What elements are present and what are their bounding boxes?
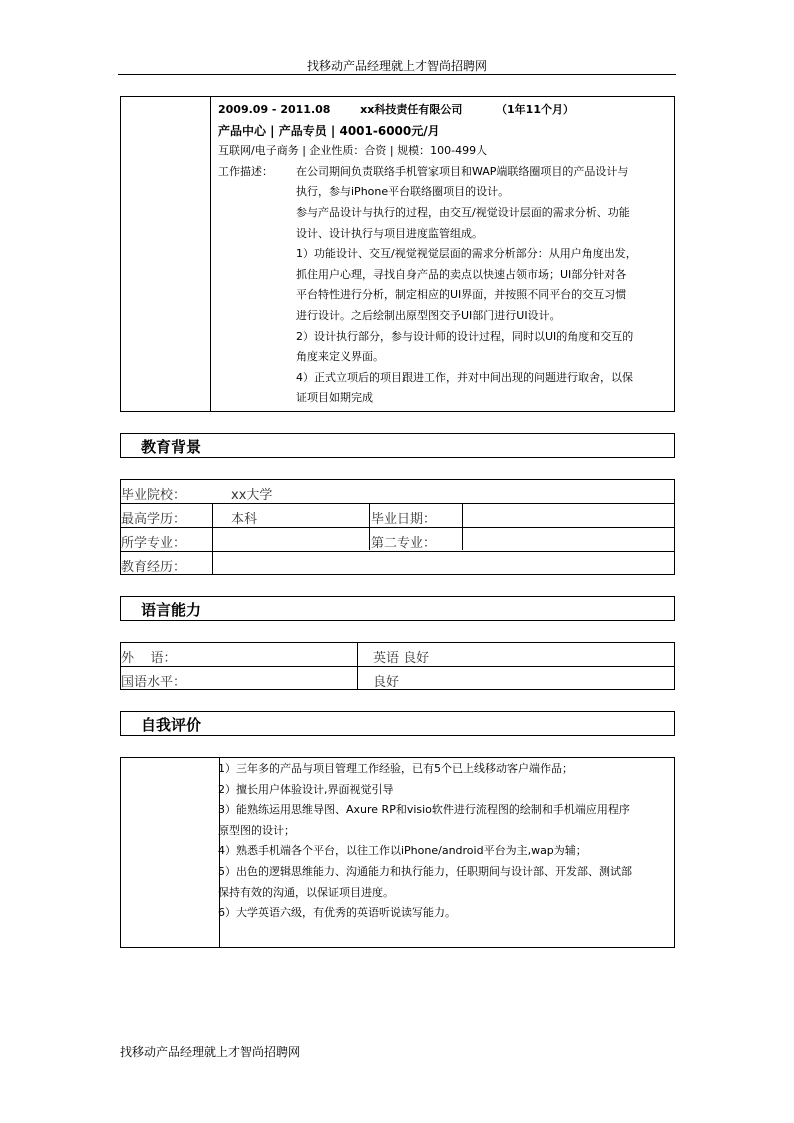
degree-value: 本科 [231, 512, 258, 527]
work-desc-line: 在公司期间负责联络手机管家项目和WAP端联络圈项目的产品设计与 [296, 164, 629, 178]
mandarin-level-label: 国语水平： [121, 675, 187, 690]
language-row-divider [121, 666, 674, 667]
work-desc-line: 抓住用户心理，寻找自身产品的卖点以快速占领市场；UI部分针对各 [296, 267, 627, 281]
education-experience-label: 教育经历： [121, 560, 187, 575]
education-section-title: 教育背景 [141, 438, 202, 456]
header-divider [118, 74, 676, 75]
education-row-divider [121, 503, 674, 504]
work-desc-line: 角度来定义界面。 [296, 350, 384, 364]
work-desc-line: 2）设计执行部分，参与设计师的设计过程，同时以UI的角度和交互的 [296, 329, 634, 343]
mandarin-level-value: 良好 [373, 675, 400, 690]
work-desc-line: 证项目如期完成 [296, 391, 373, 405]
foreign-language-label: 外 语： [121, 651, 177, 666]
second-major-label: 第二专业： [371, 536, 437, 551]
education-table [120, 479, 675, 575]
self-evaluation-section-header [120, 711, 675, 736]
self-eval-line: 原型图的设计； [218, 823, 295, 837]
self-eval-line: 4）熟悉手机端各个平台，以往工作以iPhone/android平台为主,wap为辅； [218, 844, 587, 858]
degree-label: 最高学历： [121, 512, 187, 527]
grad-date-label: 毕业日期： [371, 512, 437, 527]
work-experience-content [218, 100, 670, 409]
work-table-divider [210, 97, 211, 411]
language-section-header [120, 596, 675, 621]
school-label: 毕业院校： [121, 488, 187, 503]
work-desc-label: 工作描述： [218, 164, 273, 178]
work-desc-line: 1）功能设计、交互/视觉视觉层面的需求分析部分：从用户角度出发， [296, 247, 637, 261]
self-eval-line: 保持有效的沟通，以保证项目进度。 [218, 885, 394, 899]
language-section-title: 语言能力 [141, 601, 202, 619]
work-desc-line: 进行设计。之后绘制出原型图交予UI部门进行UI设计。 [296, 308, 561, 322]
education-col-divider [462, 503, 463, 550]
work-desc-line: 平台特性进行分析，制定相应的UI界面，并按照不同平台的交互习惯 [296, 288, 627, 302]
work-desc-line: 执行，参与iPhone平台联络圈项目的设计。 [296, 185, 510, 199]
work-meta-line: 互联网/电子商务 | 企业性质：合资 | 规模：100-499人 [218, 144, 488, 158]
education-col-divider [369, 503, 370, 550]
self-eval-line: 6）大学英语六级，有优秀的英语听说读写能力。 [218, 906, 456, 920]
self-eval-line: 2）擅长用户体验设计,界面视觉引导 [218, 782, 394, 796]
work-dept-line: 产品中心 | 产品专员 | 4001-6000元/月 [218, 123, 440, 138]
major-label: 所学专业： [121, 536, 187, 551]
work-period-line [218, 100, 670, 121]
work-duration: （1年11个月） [496, 103, 574, 116]
language-col-divider [357, 643, 358, 689]
education-col-divider [212, 503, 213, 574]
work-period: 2009.09 - 2011.08 [218, 103, 331, 116]
education-row-divider [121, 527, 674, 528]
foreign-language-value: 英语 良好 [373, 651, 430, 666]
work-desc-line: 4）正式立项后的项目跟进工作，并对中间出现的问题进行取舍，以保 [296, 370, 633, 384]
page-header-title: 找移动产品经理就上才智尚招聘网 [306, 59, 487, 73]
work-desc-line: 设计、设计执行与项目进度监管组成。 [296, 226, 483, 240]
work-desc-line: 参与产品设计与执行的过程，由交互/视觉设计层面的需求分析、功能 [296, 205, 630, 219]
self-eval-line: 3）能熟练运用思维导图、Axure RP和visio软件进行流程图的绘制和手机端应用程序 [218, 803, 630, 817]
self-evaluation-content [218, 759, 673, 924]
self-evaluation-section-title: 自我评价 [141, 716, 202, 734]
self-eval-line: 1）三年多的产品与项目管理工作经验，已有5个已上线移动客户端作品； [218, 762, 573, 775]
education-section-header [120, 433, 675, 458]
work-company: xx科技责任有限公司 [360, 103, 463, 116]
school-value: xx大学 [231, 488, 273, 503]
self-eval-line: 5）出色的逻辑思维能力、沟通能力和执行能力，任职期间与设计部、开发部、测试部 [218, 864, 632, 878]
page-footer-text: 找移动产品经理就上才智尚招聘网 [120, 1045, 301, 1059]
education-row-divider [121, 551, 674, 552]
language-table [120, 642, 675, 690]
work-desc-first-line [218, 162, 670, 183]
